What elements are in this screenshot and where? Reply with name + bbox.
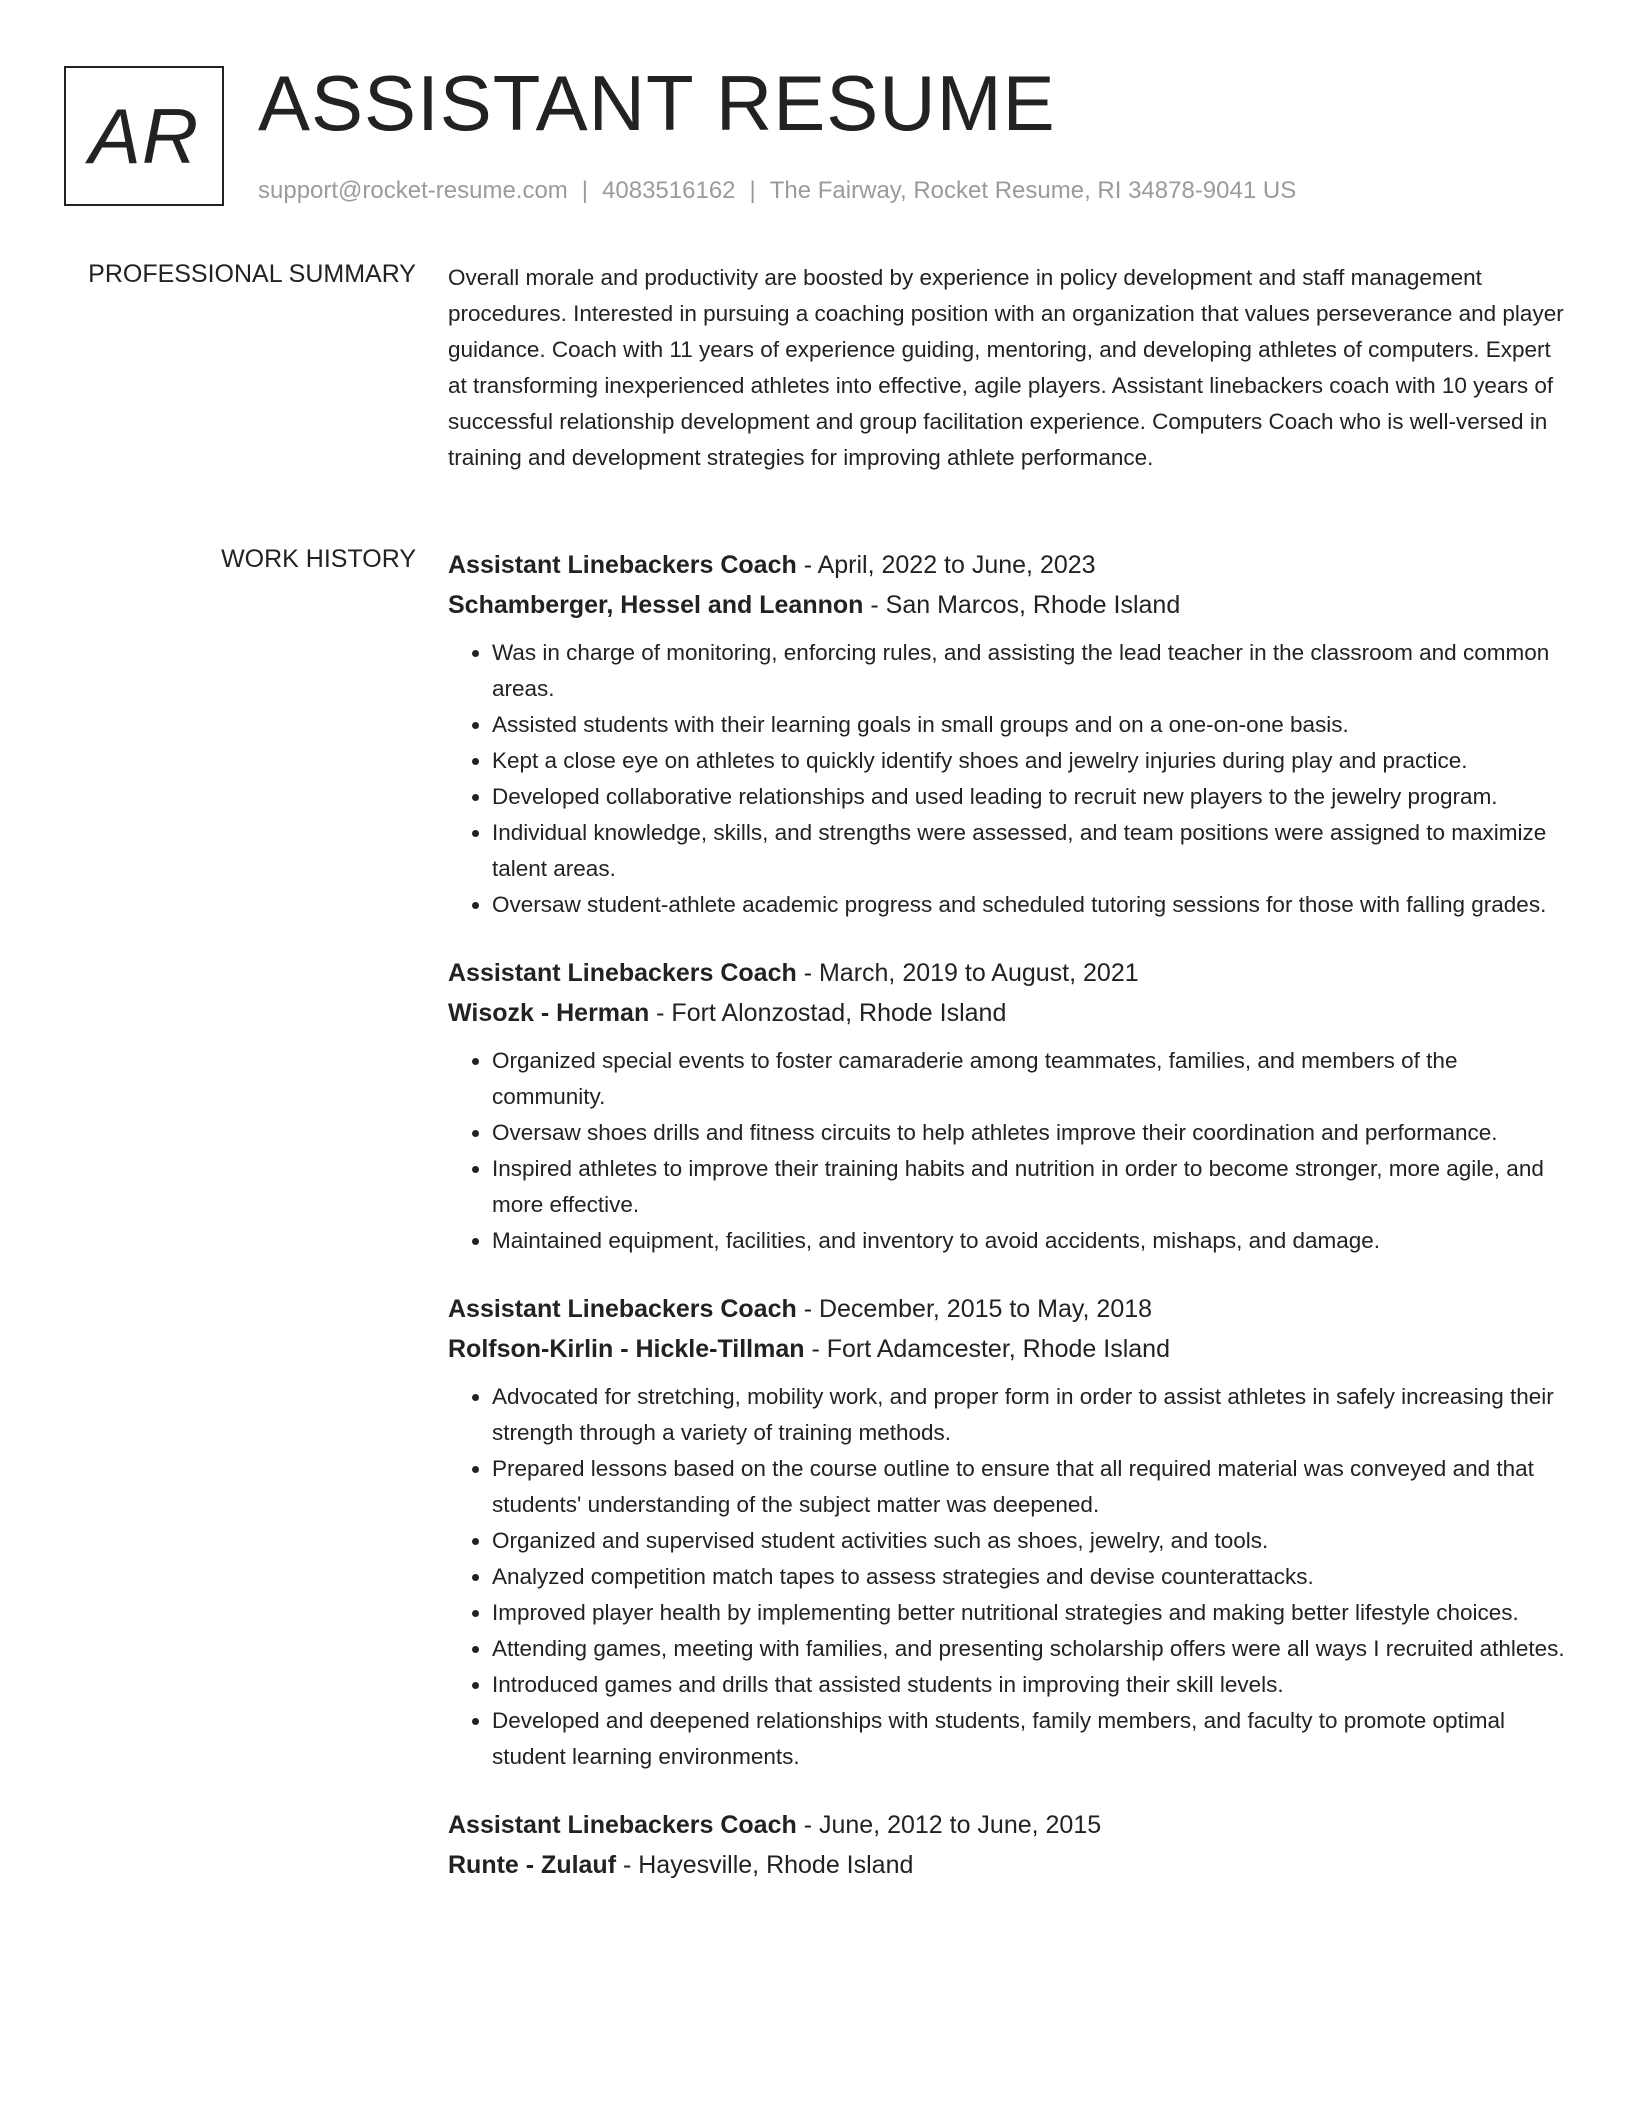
job-bullet: • Kept a close eye on athletes to quickly identify shoes and jewelry injuries during play and practice. bbox=[492, 743, 1566, 779]
work-history-label: WORK HISTORY bbox=[221, 545, 416, 573]
job-company-line bbox=[448, 1329, 1566, 1369]
job-dates: - June, 2012 to June, 2015 bbox=[796, 1811, 1102, 1839]
job-company: Schamberger, Hessel and Leannon bbox=[448, 591, 864, 619]
job-bullets bbox=[448, 635, 1566, 923]
job-bullet: • Organized and supervised student activities such as shoes, jewelry, and tools. bbox=[492, 1523, 1566, 1559]
job-location: - Fort Alonzostad, Rhode Island bbox=[649, 999, 1007, 1027]
contact-separator: | bbox=[749, 177, 756, 204]
contact-email: support@rocket-resume.com bbox=[258, 177, 568, 204]
job-bullets bbox=[448, 1379, 1566, 1775]
job-bullet: • Oversaw student-athlete academic progress and scheduled tutoring sessions for those with falling grades. bbox=[492, 887, 1566, 923]
job-title: Assistant Linebackers Coach bbox=[448, 959, 797, 987]
job-dates: - December, 2015 to May, 2018 bbox=[796, 1295, 1153, 1323]
job-bullet: • Analyzed competition match tapes to assess strategies and devise counterattacks. bbox=[492, 1559, 1566, 1595]
job-bullet: • Prepared lessons based on the course outline to ensure that all required material was conveyed and that students' understanding of the subject matter was deepened. bbox=[492, 1451, 1566, 1523]
job-title-line bbox=[448, 1805, 1566, 1845]
job-title: Assistant Linebackers Coach bbox=[448, 551, 797, 579]
job-company-line bbox=[448, 1845, 1566, 1885]
monogram-text: AR bbox=[88, 91, 200, 180]
job-bullet: • Individual knowledge, skills, and strengths were assessed, and team positions were assigned to maximize talent areas. bbox=[492, 815, 1566, 887]
job-location: - Hayesville, Rhode Island bbox=[616, 1851, 914, 1879]
job-entry bbox=[448, 953, 1566, 1259]
job-dates: - March, 2019 to August, 2021 bbox=[796, 959, 1139, 987]
resume-title: ASSISTANT RESUME bbox=[258, 59, 1056, 147]
job-bullet: • Maintained equipment, facilities, and inventory to avoid accidents, mishaps, and damage. bbox=[492, 1223, 1566, 1259]
contact-phone: 4083516162 bbox=[602, 177, 736, 204]
job-title: Assistant Linebackers Coach bbox=[448, 1295, 797, 1323]
job-bullet: • Was in charge of monitoring, enforcing rules, and assisting the lead teacher in the classroom and common areas. bbox=[492, 635, 1566, 707]
job-bullet: • Developed and deepened relationships with students, family members, and faculty to promote optimal student learning environments. bbox=[492, 1703, 1566, 1775]
summary-label: PROFESSIONAL SUMMARY bbox=[88, 260, 416, 288]
job-bullets bbox=[448, 1043, 1566, 1259]
job-bullet: • Advocated for stretching, mobility work, and proper form in order to assist athletes in safely increasing their strength through a variety of training methods. bbox=[492, 1379, 1566, 1451]
job-company: Rolfson-Kirlin - Hickle-Tillman bbox=[448, 1335, 805, 1363]
job-company: Wisozk - Herman bbox=[448, 999, 650, 1027]
contact-line bbox=[258, 176, 1296, 206]
job-company: Runte - Zulauf bbox=[448, 1851, 617, 1879]
contact-address: The Fairway, Rocket Resume, RI 34878-9041 US bbox=[769, 177, 1297, 204]
job-bullet: • Inspired athletes to improve their training habits and nutrition in order to become stronger, more agile, and more effective. bbox=[492, 1151, 1566, 1223]
job-company-line bbox=[448, 585, 1566, 625]
contact-separator: | bbox=[581, 177, 589, 204]
job-entry bbox=[448, 1805, 1566, 1885]
job-bullet: • Organized special events to foster camaraderie among teammates, families, and members of the community. bbox=[492, 1043, 1566, 1115]
work-history-list bbox=[448, 545, 1566, 1915]
job-dates: - April, 2022 to June, 2023 bbox=[796, 551, 1096, 579]
summary-text: Overall morale and productivity are boosted by experience in policy development and staff management procedures. Interested in pursuing a coaching position with an organization that values perseverance and player guidance. Coach with 11 years of experience guiding, mentoring, and developing athletes of computers. Expert at transforming inexperienced athletes into effective, agile players. Assistant linebackers coach with 10 years of successful relationship development and group facilitation experience. Computers Coach who is well-versed in training and development strategies for improving athlete performance. bbox=[448, 265, 1564, 470]
monogram-badge bbox=[64, 66, 224, 206]
job-entry bbox=[448, 1289, 1566, 1775]
job-location: - San Marcos, Rhode Island bbox=[863, 591, 1181, 619]
job-title-line bbox=[448, 545, 1566, 585]
job-bullet: • Improved player health by implementing better nutritional strategies and making better lifestyle choices. bbox=[492, 1595, 1566, 1631]
job-location: - Fort Adamcester, Rhode Island bbox=[804, 1335, 1170, 1363]
job-bullet: • Assisted students with their learning goals in small groups and on a one-on-one basis. bbox=[492, 707, 1566, 743]
job-title-line bbox=[448, 953, 1566, 993]
job-bullet: • Developed collaborative relationships and used leading to recruit new players to the jewelry program. bbox=[492, 779, 1566, 815]
job-bullet: • Oversaw shoes drills and fitness circuits to help athletes improve their coordination and performance. bbox=[492, 1115, 1566, 1151]
job-entry bbox=[448, 545, 1566, 923]
job-bullet: • Attending games, meeting with families, and presenting scholarship offers were all ways I recruited athletes. bbox=[492, 1631, 1566, 1667]
job-title: Assistant Linebackers Coach bbox=[448, 1811, 797, 1839]
job-bullet: • Introduced games and drills that assisted students in improving their skill levels. bbox=[492, 1667, 1566, 1703]
job-title-line bbox=[448, 1289, 1566, 1329]
job-company-line bbox=[448, 993, 1566, 1033]
